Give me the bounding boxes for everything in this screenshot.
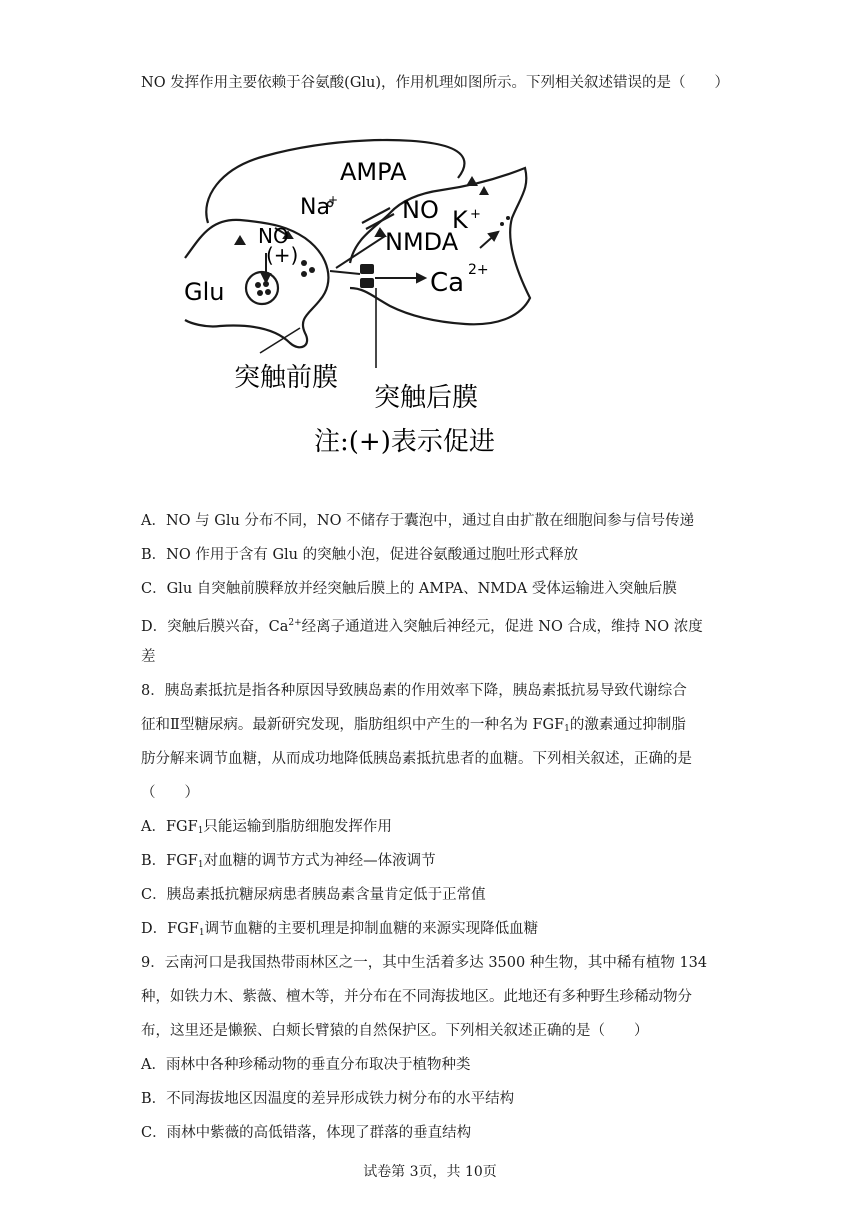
q9-option-b: B．不同海拔地区因温度的差异形成铁力树分布的水平结构 — [141, 1091, 515, 1107]
question-8-line-1: 8．胰岛素抵抗是指各种原因导致胰岛素的作用效率下降，胰岛素抵抗易导致代谢综合 — [141, 683, 687, 699]
label-ca: Ca — [430, 268, 465, 298]
question-9-line-1: 9．云南河口是我国热带雨林区之一，其中生活着多达 3500 种生物，其中稀有植物 134 — [141, 955, 708, 971]
q7-option-d: D．突触后膜兴奋，$Ca^{2+}$经离子通道进入突触后神经元，促进 NO 合成，维持 NO 浓度 — [141, 618, 703, 635]
nmda-channel — [360, 264, 374, 288]
q9-option-c: C．雨林中紫薇的高低错落，体现了群落的垂直结构 — [141, 1125, 472, 1141]
label-no-left: NO — [258, 224, 289, 248]
released-glu-dots — [301, 260, 315, 277]
q8-option-a: A．$FGF_1$只能运输到脂肪细胞发挥作用 — [141, 819, 392, 836]
pointer-presynaptic — [260, 328, 300, 353]
q7-option-a: A．NO 与 Glu 分布不同，NO 不储存于囊泡中，通过自由扩散在细胞间参与信号传递 — [141, 513, 695, 529]
label-na: Na — [300, 195, 330, 220]
no-mark-left — [234, 235, 246, 245]
question-9-line-2: 种，如铁力木、紫薇、檀木等，并分布在不同海拔地区。此地还有多种野生珍稀动物分 — [141, 989, 692, 1005]
synapse-diagram — [180, 128, 540, 468]
question-8-line-3: 肪分解来调节血糖，从而成功地降低胰岛素抵抗患者的血糖。下列相关叙述，正确的是 — [141, 751, 692, 767]
label-k: K — [452, 206, 468, 234]
label-no-top: NO — [402, 196, 439, 224]
question-7-stem: NO 发挥作用主要依赖于谷氨酸(Glu)，作用机理如图所示。下列相关叙述错误的是（ ） — [141, 75, 730, 91]
q7-option-d-cont: 差 — [141, 649, 156, 665]
label-ca-sup: 2+ — [468, 262, 489, 278]
label-na-sup: + — [328, 193, 339, 207]
q8-option-c: C．胰岛素抵抗糖尿病患者胰岛素含量肯定低于正常值 — [141, 887, 486, 903]
label-ampa: AMPA — [340, 158, 407, 186]
figure-note: 注:(+)表示促进 — [314, 427, 495, 457]
arrow-glu-to-channel — [330, 271, 360, 274]
q8-option-d: D．$FGF_1$调节血糖的主要机理是抑制血糖的来源实现降低血糖 — [141, 921, 539, 938]
label-postsynaptic: 突触后膜 — [374, 383, 479, 413]
label-promote: (+) — [266, 243, 299, 267]
label-presynaptic: 突触前膜 — [234, 363, 339, 393]
label-k-sup: + — [470, 207, 481, 222]
q7-option-c: C．Glu 自突触前膜释放并经突触后膜上的 AMPA、NMDA 受体运输进入突触后膜 — [141, 581, 677, 597]
q7-option-b: B．NO 作用于含有 Glu 的突触小泡，促进谷氨酸通过胞吐形式释放 — [141, 547, 579, 563]
q9-option-a: A．雨林中各种珍稀动物的垂直分布取决于植物种类 — [141, 1057, 471, 1073]
question-9-line-3: 布，这里还是懒猴、白颊长臂猿的自然保护区。下列相关叙述正确的是（ ） — [141, 1023, 649, 1039]
page-footer: 试卷第 3页，共 10页 — [363, 1164, 497, 1180]
question-8-line-2: 征和Ⅱ型糖尿病。最新研究发现，脂肪组织中产生的一种名为 $FGF_1$的激素通过抑制脂 — [141, 717, 686, 734]
synaptic-vesicle — [246, 272, 278, 304]
q8-option-b: B．$FGF_1$对血糖的调节方式为神经—体液调节 — [141, 853, 436, 870]
label-nmda: NMDA — [385, 228, 459, 256]
question-8-line-4: （ ） — [141, 785, 199, 801]
label-glu: Glu — [184, 278, 225, 306]
